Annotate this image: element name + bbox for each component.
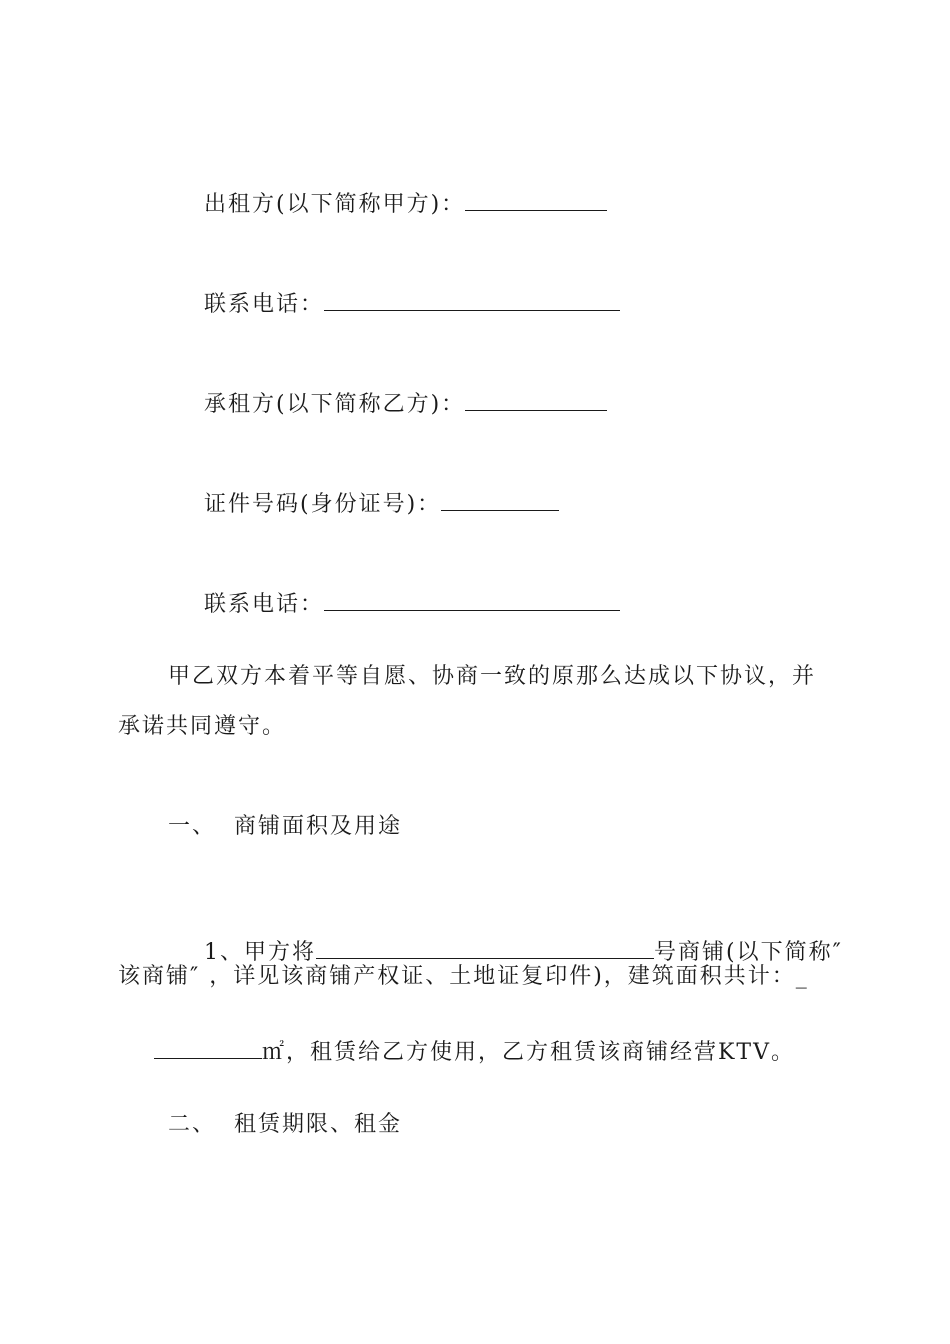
lessor-row xyxy=(168,166,607,244)
lessor-phone-label: 联系电话： xyxy=(203,292,324,317)
clause-1-line-2: 该商铺″ ，详见该商铺产权证、土地证复印件)，建筑面积共计：_ xyxy=(118,964,809,989)
intro-line-1: 甲乙双方本着平等自愿、协商一致的原那么达成以下协议，并 xyxy=(168,664,817,689)
lessor-blank xyxy=(465,192,607,211)
lessee-id-row xyxy=(168,466,559,544)
lessor-label: 出租方(以下简称甲方)： xyxy=(203,192,466,217)
lessee-row xyxy=(168,366,607,444)
intro-line-2: 承诺共同遵守。 xyxy=(118,714,287,739)
section-1-heading: 一、 商铺面积及用途 xyxy=(168,814,402,839)
lessee-blank xyxy=(465,392,607,411)
lessee-id-blank xyxy=(441,492,559,511)
clause-1-line-1-end: 号商铺(以下简称″ xyxy=(653,940,843,965)
lessee-label: 承租方(以下简称乙方)： xyxy=(203,392,466,417)
clause-1-line-3-end: ㎡，租赁给乙方使用，乙方租赁该商铺经营KTV。 xyxy=(261,1040,795,1065)
section-2-heading: 二、 租赁期限、租金 xyxy=(168,1112,402,1137)
lessee-id-label: 证件号码(身份证号)： xyxy=(203,492,442,517)
lessor-phone-row xyxy=(168,266,620,344)
lessor-phone-blank xyxy=(324,292,620,311)
lessee-phone-blank xyxy=(324,592,620,611)
clause-1-line-3 xyxy=(118,1014,795,1092)
lessee-phone-label: 联系电话： xyxy=(203,592,324,617)
clause-1-line-1-start: 1、甲方将 xyxy=(203,940,316,965)
lessee-phone-row xyxy=(168,566,620,644)
area-blank xyxy=(154,1040,262,1059)
shop-number-blank xyxy=(316,940,654,959)
